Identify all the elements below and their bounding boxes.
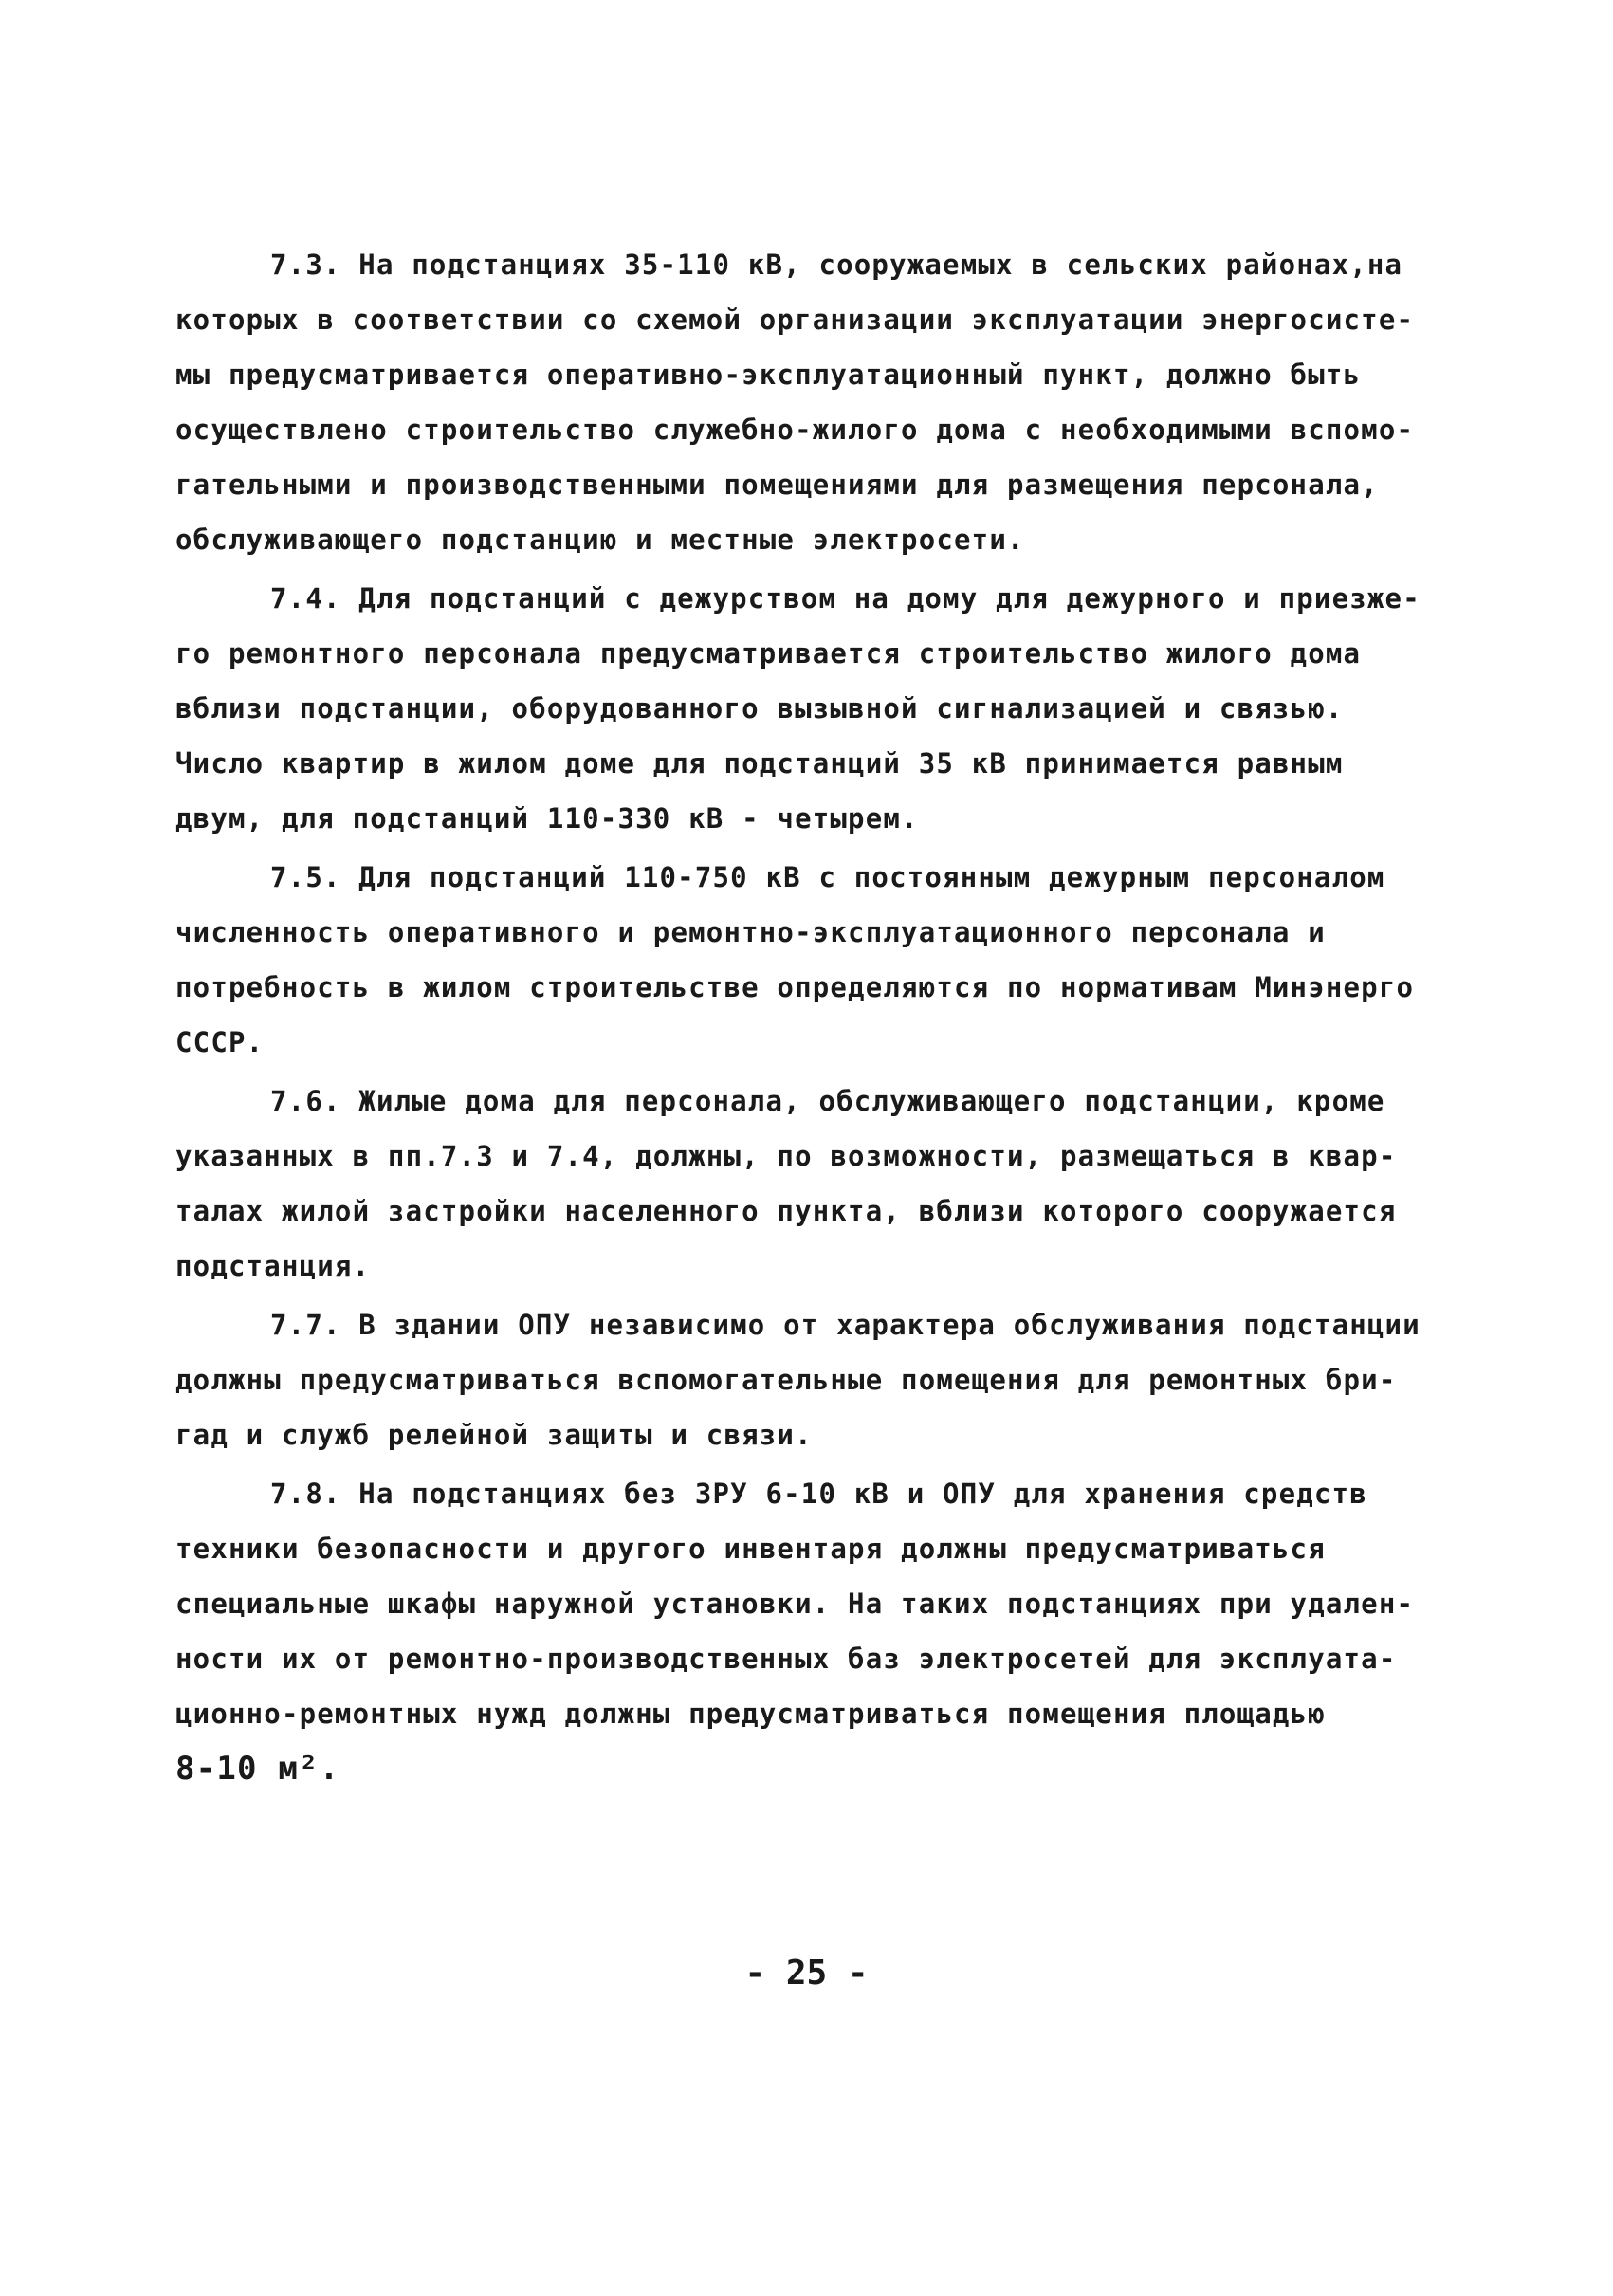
paragraph-7-5 xyxy=(175,850,1465,1070)
paragraph-line: 7.5. Для подстанций 110-750 кВ с постоянным дежурным персоналом xyxy=(270,861,1385,893)
paragraph-7-8 xyxy=(175,1466,1465,1796)
paragraph-line: ционно-ремонтных нужд должны предусматриваться помещения площадью xyxy=(175,1698,1326,1730)
paragraph-line: мы предусматривается оперативно-эксплуатационный пункт, должно быть xyxy=(175,358,1362,391)
paragraph-line: численность оперативного и ремонтно-эксплуатационного персонала и xyxy=(175,916,1326,948)
paragraph-7-6 xyxy=(175,1074,1465,1294)
paragraph-line: ности их от ремонтно-производственных баз электросетей для эксплуата- xyxy=(175,1643,1397,1675)
paragraph-line: подстанция. xyxy=(175,1250,371,1282)
paragraph-line: потребность в жилом строительстве определяются по нормативам Минэнерго xyxy=(175,971,1415,1003)
paragraph-line: указанных в пп.7.3 и 7.4, должны, по возможности, размещаться в квар- xyxy=(175,1140,1397,1172)
paragraph-line: Число квартир в жилом доме для подстанций 35 кВ принимается равным xyxy=(175,747,1344,780)
paragraph-line: специальные шкафы наружной установки. На таких подстанциях при удален- xyxy=(175,1588,1415,1620)
document-body xyxy=(175,237,1465,1800)
paragraph-line: вблизи подстанции, оборудованного вызывной сигнализацией и связью. xyxy=(175,692,1344,725)
paragraph-line: двум, для подстанций 110-330 кВ - четырем. xyxy=(175,802,919,835)
paragraph-line: 8-10 м². xyxy=(175,1750,340,1788)
paragraph-line: 7.3. На подстанциях 35-110 кВ, сооружаемых в сельских районах,на xyxy=(270,248,1403,281)
paragraph-7-4 xyxy=(175,571,1465,846)
paragraph-line: гад и служб релейной защиты и связи. xyxy=(175,1419,813,1451)
paragraph-line: 7.4. Для подстанций с дежурством на дому для дежурного и приезжe- xyxy=(270,582,1421,615)
paragraph-7-3 xyxy=(175,237,1465,567)
paragraph-line: должны предусматриваться вспомогательные помещения для ремонтных бри- xyxy=(175,1364,1397,1396)
paragraph-line: осуществлено строительство служебно-жилого дома с необходимыми вспомо- xyxy=(175,413,1415,446)
paragraph-line: 7.8. На подстанциях без ЗРУ 6-10 кВ и ОПУ для хранения средств xyxy=(270,1478,1367,1510)
paragraph-line: которых в соответствии со схемой организации эксплуатации энергосисте- xyxy=(175,303,1415,336)
paragraph-line: обслуживающего подстанцию и местные электросети. xyxy=(175,523,1025,556)
paragraph-line: техники безопасности и другого инвентаря должны предусматриваться xyxy=(175,1533,1326,1565)
paragraph-line: 7.6. Жилые дома для персонала, обслуживающего подстанции, кроме xyxy=(270,1085,1385,1117)
paragraph-line: 7.7. В здании ОПУ независимо от характера обслуживания подстанции xyxy=(270,1309,1421,1341)
paragraph-line: гательными и производственными помещениями для размещения персонала, xyxy=(175,468,1379,501)
paragraph-7-7 xyxy=(175,1297,1465,1462)
page-number: - 25 - xyxy=(744,1954,869,1993)
paragraph-line: талах жилой застройки населенного пункта, вблизи которого сооружается xyxy=(175,1195,1397,1227)
paragraph-line: СССР. xyxy=(175,1026,265,1058)
paragraph-line: го ремонтного персонала предусматривается строительство жилого дома xyxy=(175,637,1362,670)
